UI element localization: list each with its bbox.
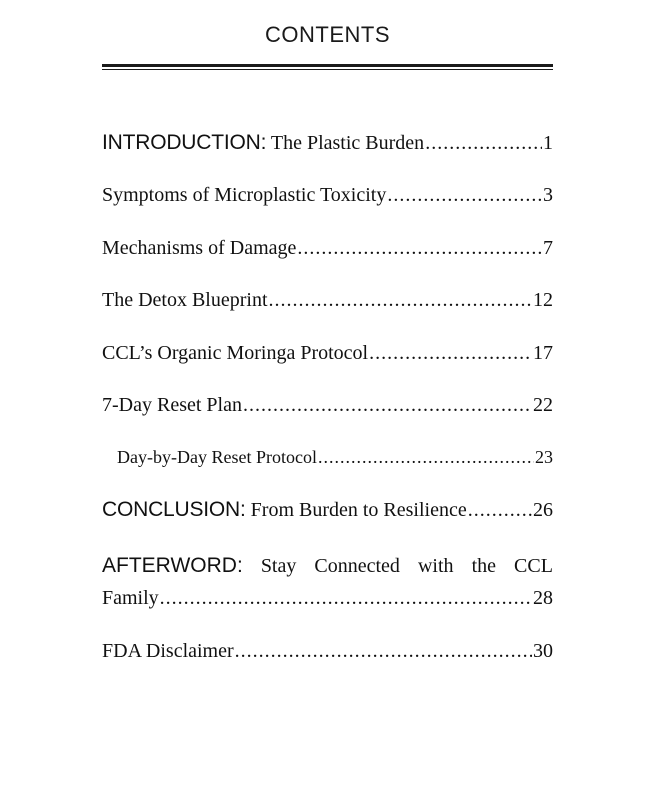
toc-entry-mechanisms[interactable] <box>102 236 553 260</box>
toc-entry-page: 7 <box>543 237 553 259</box>
dot-leader <box>297 236 542 260</box>
toc-entry-page: 28 <box>533 587 553 609</box>
toc-entry-title: The Detox Blueprint <box>102 289 268 311</box>
toc-entry-page: 3 <box>543 184 553 206</box>
toc-entry-title: CCL’s Organic Moringa Protocol <box>102 342 369 364</box>
toc-entry-word: with <box>417 555 454 577</box>
toc-entry-fda-disclaimer[interactable] <box>102 639 553 663</box>
toc-entry-title: Mechanisms of Damage <box>102 237 297 259</box>
toc-entry-title: From Burden to Resilience <box>250 499 467 521</box>
toc-entry-title: The Plastic Burden <box>270 132 425 154</box>
toc-entry-page: 22 <box>533 394 553 416</box>
dot-leader <box>235 639 532 663</box>
dot-leader <box>387 183 542 207</box>
dot-leader <box>468 498 532 522</box>
toc-entry-title: FDA Disclaimer <box>102 640 234 662</box>
toc-entry-prefix: INTRODUCTION: <box>102 131 267 154</box>
dot-leader <box>160 586 532 610</box>
toc-entry-reset-plan[interactable] <box>102 393 553 417</box>
toc-entry-word: Stay <box>260 555 297 577</box>
dot-leader <box>269 288 532 312</box>
toc-entry-prefix: CONCLUSION: <box>102 498 246 521</box>
toc-entry-page: 23 <box>535 447 553 467</box>
toc-entry-page: 17 <box>533 342 553 364</box>
toc-entry-page: 1 <box>543 132 553 154</box>
toc-entry-word: the <box>471 555 496 577</box>
dot-leader <box>425 131 542 155</box>
toc-entry-title: 7-Day Reset Plan <box>102 394 242 416</box>
dot-leader <box>318 445 534 469</box>
toc-entry-symptoms[interactable] <box>102 183 553 207</box>
toc-entry-conclusion[interactable] <box>102 498 553 522</box>
dot-leader <box>369 341 532 365</box>
toc-entry-moringa-protocol[interactable] <box>102 341 553 365</box>
toc-entry-word: CCL <box>514 555 553 577</box>
toc-entry-detox-blueprint[interactable] <box>102 288 553 312</box>
toc-entry-line <box>102 554 553 578</box>
toc-entry-title: Family <box>102 587 159 609</box>
toc-entry-title: Day-by-Day Reset Protocol <box>117 447 317 467</box>
contents-heading: CONTENTS <box>265 22 390 47</box>
toc-entry-page: 12 <box>533 289 553 311</box>
toc-entry-page: 26 <box>533 499 553 521</box>
toc-entry-introduction[interactable] <box>102 131 553 155</box>
toc-entry-word: Connected <box>314 555 400 577</box>
toc-entry-line <box>102 586 553 610</box>
dot-leader <box>243 393 532 417</box>
toc-entry-title: Symptoms of Microplastic Toxicity <box>102 184 387 206</box>
toc-subentry-day-by-day[interactable] <box>117 445 553 469</box>
toc-entry-prefix: AFTERWORD: <box>102 554 243 577</box>
table-of-contents <box>102 0 553 785</box>
toc-entry-afterword[interactable] <box>102 554 553 610</box>
toc-entry-page: 30 <box>533 640 553 662</box>
